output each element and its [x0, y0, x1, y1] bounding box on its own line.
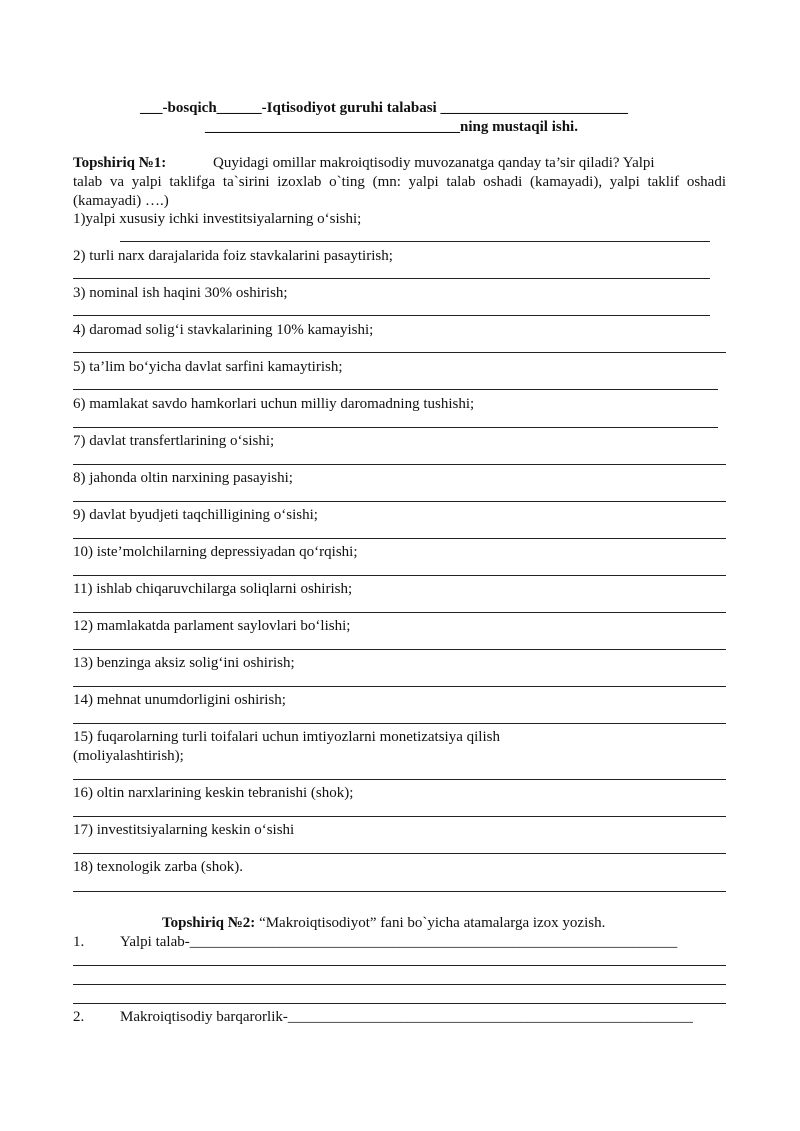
list-item: 1)yalpi xususiy ichki investitsiyalarning o‘sishi;	[73, 211, 362, 227]
task1-label: Topshiriq №1:	[73, 155, 167, 171]
answer-line	[73, 464, 726, 465]
answer-line	[73, 278, 710, 279]
answer-line	[73, 723, 726, 724]
task1-intro-left	[73, 154, 655, 173]
answer-line	[73, 984, 726, 985]
list-item: 11) ishlab chiqaruvchilarga soliqlarni oshirish;	[73, 581, 353, 597]
list-item: 13) benzinga aksiz solig‘ini oshirish;	[73, 655, 295, 671]
list-item: 16) oltin narxlarining keskin tebranishi (shok);	[73, 785, 354, 801]
task2-item-text: Makroiqtisodiy barqarorlik-______________________________________________________	[120, 1009, 693, 1025]
answer-line	[73, 779, 726, 780]
answer-line	[73, 816, 726, 817]
answer-line	[73, 575, 726, 576]
answer-line	[73, 538, 726, 539]
list-item: 8) jahonda oltin narxining pasayishi;	[73, 470, 293, 486]
task2-heading	[162, 914, 605, 932]
list-item: 14) mehnat unumdorligini oshirish;	[73, 692, 286, 708]
task1-text-part1: Quyidagi omillar makroiqtisodiy muvozanatga qanday ta’sir qiladi? Yalpi	[213, 155, 655, 171]
header-line-2: __________________________________ning mustaqil ishi.	[205, 119, 578, 135]
task2-label: Topshiriq №2:	[162, 915, 256, 931]
task1-text-part2: talab va yalpi taklifga ta`sirini izoxlab o`ting (mn: yalpi talab oshadi (kamayadi), yalpi taklif oshadi	[73, 174, 726, 190]
list-item-continuation: (moliyalashtirish);	[73, 748, 184, 764]
list-item: 17) investitsiyalarning keskin o‘sishi	[73, 822, 295, 838]
list-item: 4) daromad solig‘i stavkalarining 10% kamayishi;	[73, 322, 374, 338]
task1-intro-line1	[73, 154, 726, 173]
task1-intro	[73, 154, 726, 211]
list-item: 15) fuqarolarning turli toifalari uchun imtiyozlarni monetizatsiya qilish	[73, 729, 500, 745]
list-item: 12) mamlakatda parlament saylovlari bo‘lishi;	[73, 618, 351, 634]
list-item: 6) mamlakat savdo hamkorlari uchun milliy daromadning tushishi;	[73, 396, 475, 412]
list-item: 2) turli narx darajalarida foiz stavkalarini pasaytirish;	[73, 248, 393, 264]
answer-line	[73, 1003, 726, 1004]
task2-item-number: 1.	[73, 934, 85, 950]
task1-text-part3: (kamayadi) ….)	[73, 193, 169, 209]
answer-line	[73, 612, 726, 613]
answer-line	[73, 686, 726, 687]
answer-line	[73, 427, 718, 428]
list-item: 3) nominal ish haqini 30% oshirish;	[73, 285, 288, 301]
answer-line	[73, 649, 726, 650]
answer-line	[73, 965, 726, 966]
list-item: 10) iste’molchilarning depressiyadan qo‘rqishi;	[73, 544, 358, 560]
task2-item-number: 2.	[73, 1009, 85, 1025]
task2-item-text: Yalpi talab-_________________________________________________________________	[120, 934, 678, 950]
list-item: 9) davlat byudjeti taqchilligining o‘sishi;	[73, 507, 318, 523]
answer-line	[73, 853, 726, 854]
answer-line	[73, 891, 726, 892]
header-line-1: ___-bosqich______-Iqtisodiyot guruhi talabasi _________________________	[140, 100, 628, 116]
list-item: 7) davlat transfertlarining o‘sishi;	[73, 433, 275, 449]
answer-line	[73, 389, 718, 390]
list-item: 18) texnologik zarba (shok).	[73, 859, 243, 875]
list-item: 5) ta’lim bo‘yicha davlat sarfini kamaytirish;	[73, 359, 343, 375]
answer-line	[120, 241, 710, 242]
task2-text: “Makroiqtisodiyot” fani bo`yicha atamalarga izox yozish.	[255, 915, 606, 931]
answer-line	[73, 352, 726, 353]
answer-line	[73, 501, 726, 502]
answer-line	[73, 315, 710, 316]
